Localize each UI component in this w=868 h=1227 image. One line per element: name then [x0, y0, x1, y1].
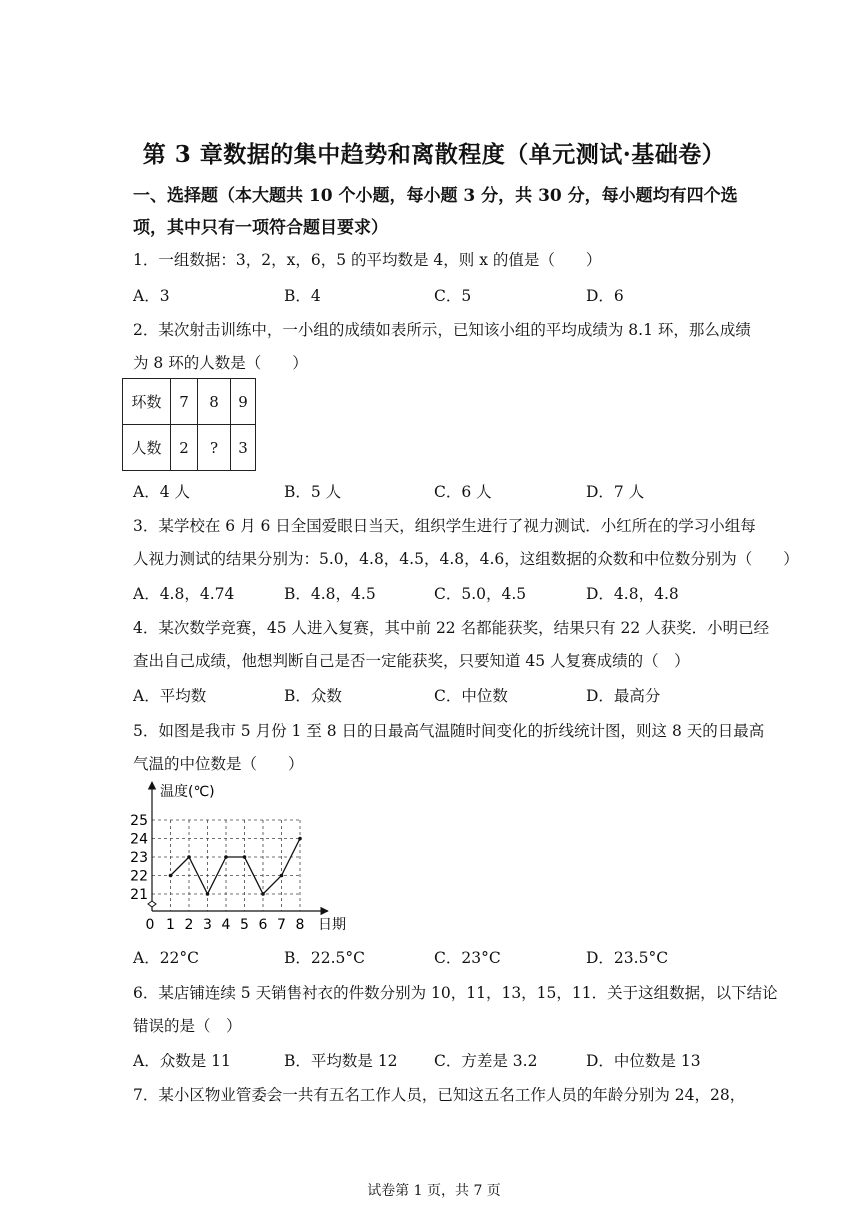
- q4-option-d: D．最高分: [586, 687, 661, 705]
- q6-option-d: D．中位数是 13: [586, 1052, 701, 1070]
- question-2-text-line1: 2．某次射击训练中，一小组的成绩如表所示，已知该小组的平均成绩为 8.1 环，那么成绩: [133, 321, 751, 339]
- axis-break-mark: [148, 901, 156, 907]
- data-point: [280, 874, 284, 878]
- table-row: [123, 379, 256, 425]
- table-cell: 环数: [123, 379, 171, 425]
- question-1-text: 1．一组数据：3，2，x，6，5 的平均数是 4，则 x 的值是（ ）: [133, 251, 602, 269]
- y-tick-label: 24: [130, 831, 148, 848]
- x-tick-label: 8: [295, 917, 305, 933]
- q1-option-b: B．4: [284, 287, 321, 305]
- x-tick-label: 1: [166, 917, 175, 933]
- q4-option-b: B．众数: [284, 687, 342, 705]
- y-axis-label: 温度(℃): [160, 784, 215, 800]
- data-point: [206, 892, 210, 896]
- q4-option-c: C．中位数: [434, 687, 508, 705]
- q4-option-a: A．平均数: [133, 687, 207, 705]
- q3-option-c: C．5.0，4.5: [434, 585, 527, 603]
- table-cell: ?: [198, 425, 231, 471]
- question-5-text-line1: 5．如图是我市 5 月份 1 至 8 日的日最高气温随时间变化的折线统计图，则这 8 天的日最高: [133, 722, 765, 740]
- q1-option-c: C．5: [434, 287, 472, 305]
- q2-option-c: C．6 人: [434, 483, 492, 501]
- score-table: [122, 378, 256, 471]
- question-5-text-line2: 气温的中位数是（ ）: [133, 755, 304, 773]
- origin-label: 0: [145, 917, 155, 933]
- q2-option-a: A．4 人: [133, 483, 190, 501]
- x-tick-label: 6: [258, 917, 268, 933]
- x-tick-label: 3: [203, 917, 212, 933]
- x-axis-label: 日期: [318, 917, 346, 933]
- question-6-text-line1: 6．某店铺连续 5 天销售衬衣的件数分别为 10，11，13，15，11．关于这组数据，以下结论: [133, 984, 778, 1002]
- temperature-series-line: [171, 839, 301, 895]
- table-cell: 3: [231, 425, 256, 471]
- q3-option-a: A．4.8，4.74: [133, 585, 235, 603]
- q2-option-d: D．7 人: [586, 483, 645, 501]
- page-title: 第 3 章数据的集中趋势和离散程度（单元测试·基础卷）: [142, 141, 726, 168]
- q6-option-a: A．众数是 11: [133, 1052, 231, 1070]
- q2-option-b: B．5 人: [284, 483, 342, 501]
- q5-option-b: B．22.5°C: [284, 949, 366, 967]
- q1-option-d: D．6: [586, 287, 624, 305]
- data-point: [298, 837, 302, 841]
- y-tick-label: 25: [130, 813, 148, 829]
- q5-option-c: C．23°C: [434, 949, 501, 967]
- question-6-text-line2: 错误的是（ ）: [133, 1017, 242, 1035]
- q3-option-b: B．4.8，4.5: [284, 585, 376, 603]
- q5-option-d: D．23.5°C: [586, 949, 669, 967]
- x-tick-label: 7: [277, 917, 286, 933]
- q5-option-a: A．22°C: [133, 949, 200, 967]
- data-point: [261, 892, 265, 896]
- q6-option-b: B．平均数是 12: [284, 1052, 398, 1070]
- table-cell: 9: [231, 379, 256, 425]
- page-footer: 试卷第 1 页，共 7 页: [367, 1183, 501, 1199]
- section-heading-line2: 项，其中只有一项符合题目要求）: [133, 218, 388, 238]
- question-3-text-line2: 人视力测试的结果分别为：5.0，4.8，4.5，4.8，4.6，这组数据的众数和中位数分别为（ ）: [133, 550, 799, 568]
- question-7-text: 7．某小区物业管委会一共有五名工作人员，已知这五名工作人员的年龄分别为 24，28，: [133, 1086, 746, 1104]
- data-point: [243, 855, 247, 859]
- q1-option-a: A．3: [133, 287, 170, 305]
- table-row: [123, 425, 256, 471]
- question-4-text-line2: 查出自己成绩，他想判断自己是否一定能获奖，只要知道 45 人复赛成绩的（ ）: [133, 652, 690, 670]
- section-heading-line1: 一、选择题（本大题共 10 个小题，每小题 3 分，共 30 分，每小题均有四个选: [133, 186, 738, 206]
- y-tick-label: 23: [130, 850, 148, 866]
- temperature-line-chart: [130, 776, 360, 938]
- question-3-text-line1: 3．某学校在 6 月 6 日全国爱眼日当天，组织学生进行了视力测试．小红所在的学习小组每: [133, 517, 756, 535]
- y-tick-label: 22: [130, 868, 148, 885]
- x-tick-label: 2: [184, 917, 194, 933]
- data-point: [224, 855, 228, 859]
- q3-option-d: D．4.8，4.8: [586, 585, 679, 603]
- question-4-text-line1: 4．某次数学竞赛，45 人进入复赛，其中前 22 名都能获奖，结果只有 22 人获奖．小明已经: [133, 619, 770, 637]
- x-tick-label: 4: [221, 917, 231, 933]
- question-2-text-line2: 为 8 环的人数是（ ）: [133, 354, 308, 372]
- data-point: [187, 855, 191, 859]
- table-cell: 8: [198, 379, 231, 425]
- table-cell: 人数: [123, 425, 171, 471]
- table-cell: 7: [171, 379, 198, 425]
- x-tick-label: 5: [240, 917, 249, 933]
- data-point: [169, 874, 173, 878]
- table-cell: 2: [171, 425, 198, 471]
- q6-option-c: C．方差是 3.2: [434, 1052, 538, 1070]
- y-tick-label: 21: [130, 887, 148, 903]
